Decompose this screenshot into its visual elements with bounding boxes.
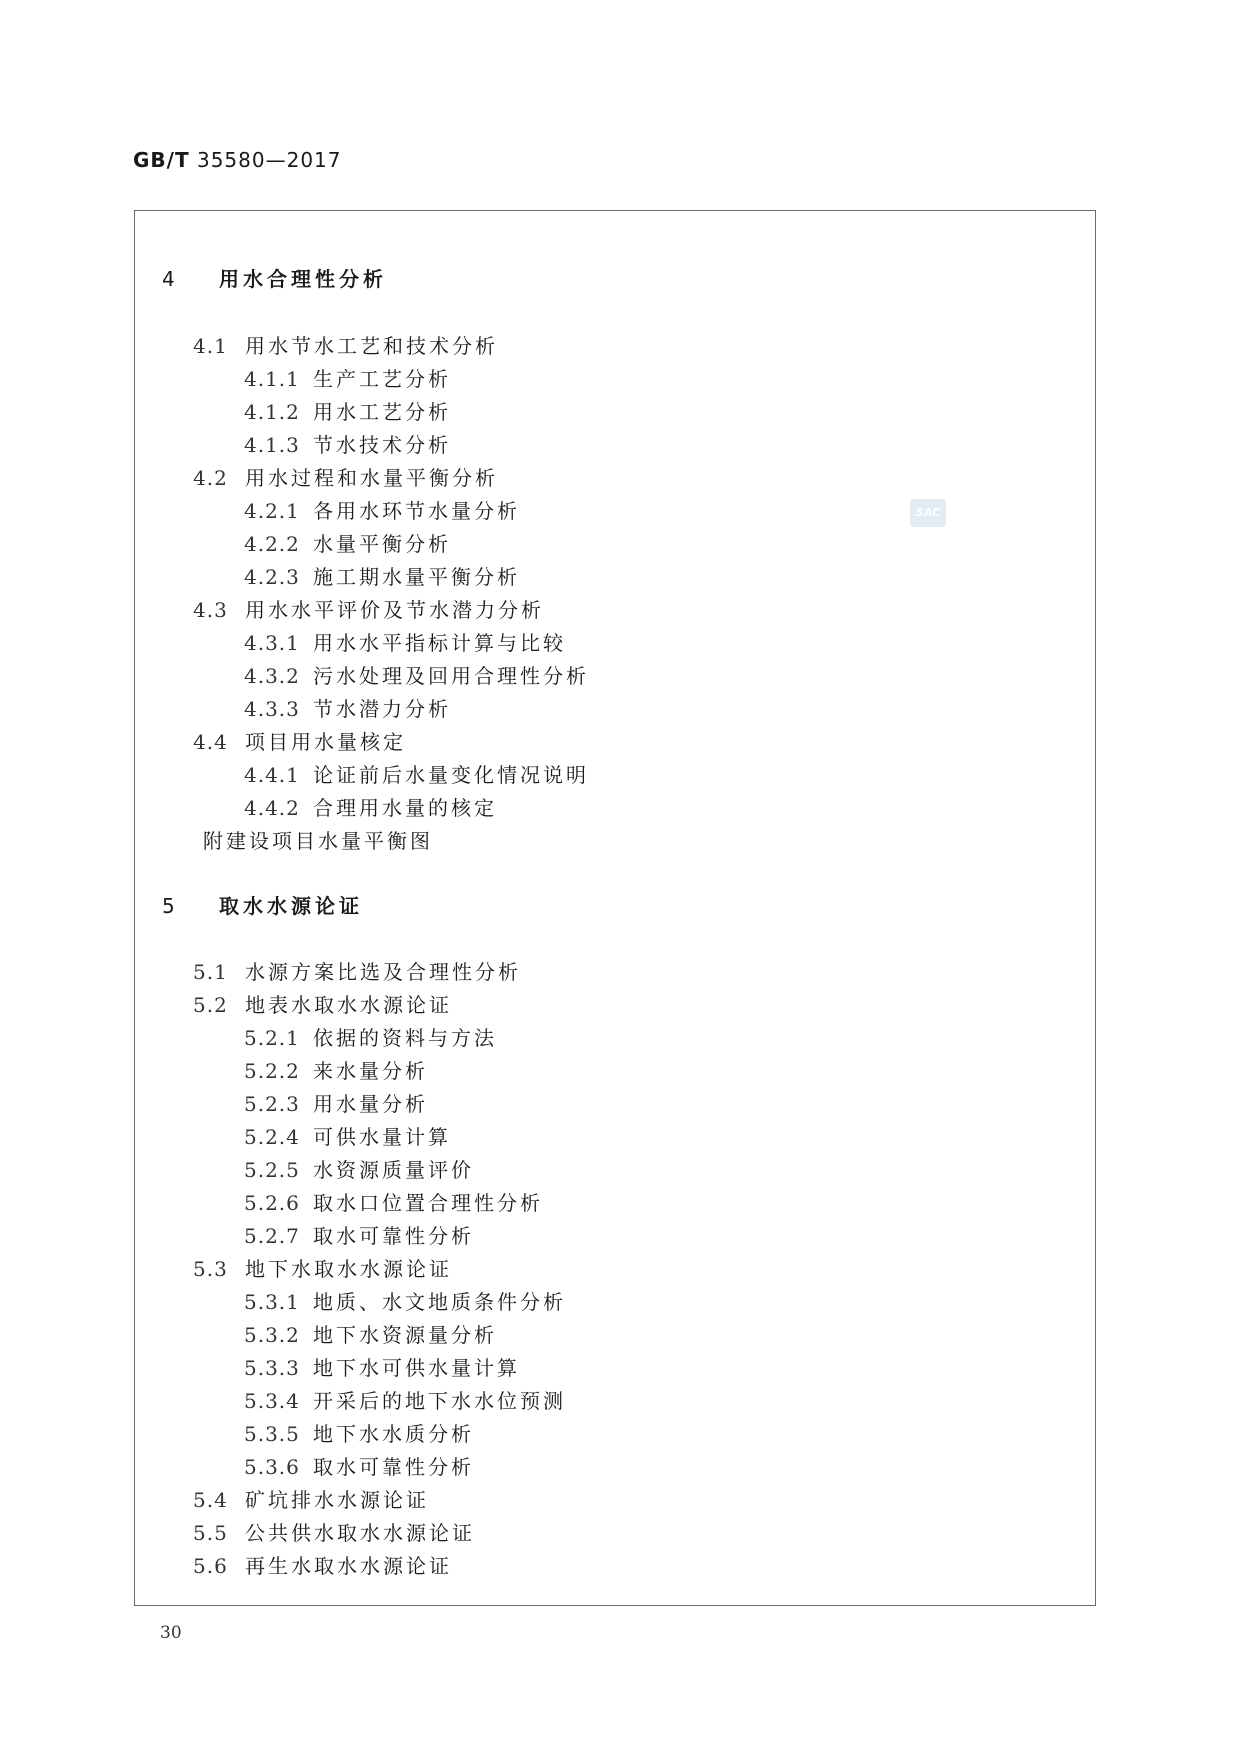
item-number: 5.3.4 [244,1389,300,1413]
item-title: 地下水资源量分析 [313,1323,497,1347]
item-title: 来水量分析 [313,1059,428,1083]
item-title: 矿坑排水水源论证 [245,1488,429,1512]
chapter-title: 用水合理性分析 [219,267,387,291]
item-title: 用水水平指标计算与比较 [313,631,566,655]
item-number: 4.4.2 [244,796,300,820]
item-title: 取水口位置合理性分析 [313,1191,543,1215]
item-title: 再生水取水水源论证 [245,1554,452,1578]
item-title: 水量平衡分析 [313,532,451,556]
item-number: 4.2 [193,466,228,490]
item-number: 4.1.2 [244,400,300,424]
chapter-number: 5 [162,894,176,918]
item-title: 依据的资料与方法 [313,1026,497,1050]
item-title: 用水水平评价及节水潜力分析 [245,598,544,622]
item-number: 4.2.2 [244,532,300,556]
item-title: 污水处理及回用合理性分析 [313,664,589,688]
item-number: 5.2.4 [244,1125,300,1149]
item-number: 5.3 [193,1257,228,1281]
item-number: 5.3.5 [244,1422,300,1446]
item-title: 合理用水量的核定 [313,796,497,820]
item-title: 地下水可供水量计算 [313,1356,520,1380]
item-title: 用水过程和水量平衡分析 [245,466,498,490]
item-title: 各用水环节水量分析 [313,499,520,523]
item-title: 地表水取水水源论证 [245,993,452,1017]
item-title: 取水可靠性分析 [313,1455,474,1479]
toc-appendix-water-balance-diagram: 附建设项目水量平衡图 [203,829,433,853]
item-number: 5.3.3 [244,1356,300,1380]
item-title: 论证前后水量变化情况说明 [313,763,589,787]
item-title: 水资源质量评价 [313,1158,474,1182]
chapter-number: 4 [162,267,176,291]
item-number: 5.4 [193,1488,228,1512]
item-number: 4.3.1 [244,631,300,655]
item-title: 取水可靠性分析 [313,1224,474,1248]
item-title: 用水工艺分析 [313,400,451,424]
item-number: 5.2.6 [244,1191,300,1215]
item-number: 5.3.1 [244,1290,300,1314]
item-title: 公共供水取水水源论证 [245,1521,475,1545]
item-number: 5.2.7 [244,1224,300,1248]
item-number: 4.4 [193,730,228,754]
item-number: 5.6 [193,1554,228,1578]
item-number: 5.3.2 [244,1323,300,1347]
item-title: 生产工艺分析 [313,367,451,391]
item-number: 5.2 [193,993,228,1017]
item-title: 节水潜力分析 [313,697,451,721]
item-title: 节水技术分析 [313,433,451,457]
item-title: 地质、水文地质条件分析 [313,1290,566,1314]
item-number: 4.1.1 [244,367,300,391]
item-title: 地下水水质分析 [313,1422,474,1446]
document-code [133,148,342,172]
item-title: 地下水取水水源论证 [245,1257,452,1281]
item-number: 4.3 [193,598,228,622]
item-number: 4.3.2 [244,664,300,688]
item-number: 5.2.3 [244,1092,300,1116]
chapter-title: 取水水源论证 [219,894,363,918]
sac-watermark-logo: SAC [910,499,946,527]
item-number: 4.1.3 [244,433,300,457]
item-number: 5.3.6 [244,1455,300,1479]
page-number: 30 [160,1623,182,1643]
item-number: 4.2.3 [244,565,300,589]
item-number: 5.1 [193,960,228,984]
item-title: 可供水量计算 [313,1125,451,1149]
item-title: 用水量分析 [313,1092,428,1116]
item-number: 5.2.5 [244,1158,300,1182]
item-title: 施工期水量平衡分析 [313,565,520,589]
item-number: 5.5 [193,1521,228,1545]
item-title: 水源方案比选及合理性分析 [245,960,521,984]
item-title: 开采后的地下水水位预测 [313,1389,566,1413]
item-number: 5.2.2 [244,1059,300,1083]
standard-number: 35580—2017 [196,148,342,172]
item-number: 4.2.1 [244,499,300,523]
item-number: 4.3.3 [244,697,300,721]
standard-prefix: GB/T [133,148,190,172]
item-number: 4.1 [193,334,228,358]
item-title: 项目用水量核定 [245,730,406,754]
item-number: 4.4.1 [244,763,300,787]
item-title: 用水节水工艺和技术分析 [245,334,498,358]
item-number: 5.2.1 [244,1026,300,1050]
